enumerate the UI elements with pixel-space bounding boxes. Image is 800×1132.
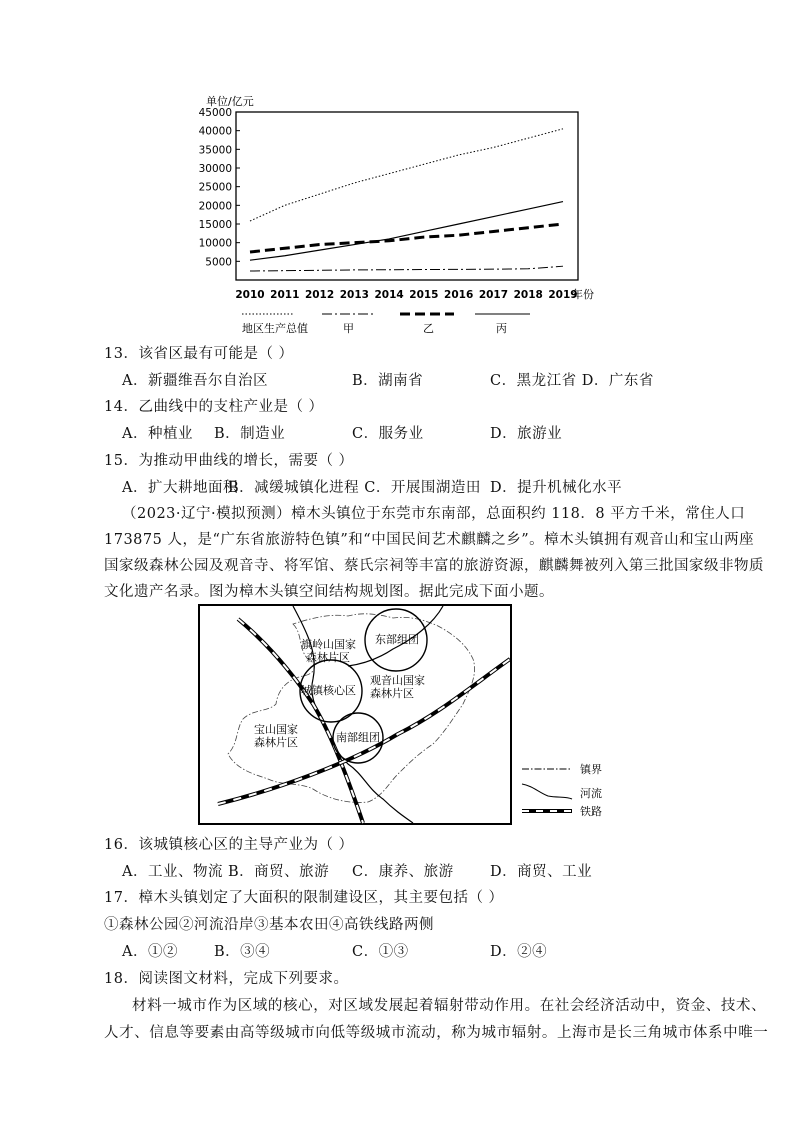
legend-boundary: 镇界 [580, 763, 602, 776]
question-17-stem: 17．樟木头镇划定了大面积的限制建设区，其主要包括（ ） [104, 890, 504, 906]
x-tick-label: 2017 [478, 289, 509, 301]
q16-option-c: C．康养、旅游 [352, 864, 454, 880]
x-tick-label: 2016 [444, 289, 474, 301]
q13-option-b: B．湖南省 [352, 373, 424, 389]
y-tick-label: 5000 [205, 256, 232, 269]
question-18-stem: 18．阅读图文材料，完成下列要求。 [104, 971, 349, 987]
question-14-stem: 14．乙曲线中的支柱产业是（ ） [104, 399, 324, 415]
label-baoshan-2: 森林片区 [254, 736, 298, 749]
town-spatial-structure-map [198, 604, 618, 826]
series-lines [250, 129, 563, 271]
q15-option-a: A．扩大耕地面积 [122, 480, 238, 496]
label-core-zone: 城镇核心区 [301, 684, 356, 697]
x-tick-label: 2015 [409, 289, 439, 301]
legend-yi: 乙 [423, 322, 434, 335]
x-tick-label: 2013 [339, 289, 369, 301]
label-qixing-1: 旗岭山国家 [301, 638, 356, 651]
y-tick-labels [199, 107, 240, 268]
q15-option-d: D．提升机械化水平 [490, 480, 623, 496]
material-1-line-2: 人才、信息等要素由高等级城市向低等级城市流动，称为城市辐射。上海市是长三角城市体系中唯一 [104, 1025, 769, 1041]
chart-legend [242, 314, 530, 335]
y-tick-label: 35000 [198, 144, 232, 157]
q17-items: ①森林公园②河流沿岸③基本农田④高铁线路两侧 [104, 917, 434, 933]
q17-option-a: A．①② [122, 944, 178, 960]
q14-option-c: C．服务业 [352, 426, 424, 442]
y-tick-label: 25000 [198, 181, 232, 194]
q14-option-d: D．旅游业 [490, 426, 563, 442]
question-15-stem: 15．为推动甲曲线的增长，需要（ ） [104, 453, 354, 469]
label-east-cluster: 东部组团 [375, 633, 419, 646]
label-south-cluster: 南部组团 [336, 731, 380, 744]
q17-option-c: C．①③ [352, 944, 409, 960]
legend-gdp: 地区生产总值 [242, 322, 308, 335]
series-line-1 [250, 266, 563, 271]
label-qixing-2: 森林片区 [306, 651, 350, 664]
q13-option-a: A．新疆维吾尔自治区 [122, 373, 268, 389]
q14-option-b: B．制造业 [214, 426, 286, 442]
question-13-stem: 13．该省区最有可能是（ ） [104, 346, 294, 362]
legend-railway: 铁路 [580, 805, 602, 818]
label-baoshan-1: 宝山国家 [254, 723, 298, 736]
x-tick-label: 2019 [548, 289, 578, 301]
q14-option-a: A．种植业 [122, 426, 193, 442]
x-tick-label: 2012 [304, 289, 335, 301]
x-tick-label: 2010 [235, 289, 265, 301]
label-guanyin-1: 观音山国家 [370, 674, 425, 687]
q16-option-b: B．商贸、旅游 [228, 864, 330, 880]
legend-river: 河流 [580, 787, 602, 800]
q17-option-d: D．②④ [490, 944, 548, 960]
passage-line-1: （2023·辽宁·模拟预测）樟木头镇位于东莞市东南部，总面积约 118．8 平方千米，常住人口 [122, 506, 746, 522]
y-tick-label: 15000 [198, 219, 232, 231]
x-tick-labels [235, 289, 577, 301]
passage-line-2: 173875 人，是“广东省旅游特色镇”和“中国民间艺术麒麟之乡”。樟木头镇拥有观音山和宝山两座 [104, 532, 755, 548]
y-tick-label: 45000 [198, 107, 232, 119]
railway-lines [218, 619, 510, 823]
q17-option-b: B．③④ [214, 944, 271, 960]
gdp-line-chart [190, 88, 620, 343]
passage-line-4: 文化遗产名录。图为樟木头镇空间结构规划图。据此完成下面小题。 [104, 584, 554, 600]
legend-bing: 丙 [496, 322, 507, 335]
map-legend [522, 762, 602, 818]
q16-option-d: D．商贸、工业 [490, 864, 593, 880]
x-tick-label: 2014 [374, 289, 404, 301]
y-axis-title: 单位/亿元 [206, 95, 254, 108]
label-guanyin-2: 森林片区 [370, 687, 414, 700]
x-axis-title: 年份 [572, 288, 594, 301]
y-tick-label: 40000 [198, 125, 232, 138]
q15-option-b-c: B．减缓城镇化进程 C．开展围湖造田 [228, 480, 481, 496]
series-line-2 [250, 224, 563, 252]
x-tick-label: 2018 [513, 289, 543, 301]
material-1-line-1: 材料一城市作为区域的核心，对区域发展起着辐射带动作用。在社会经济活动中，资金、技术、 [132, 998, 767, 1014]
q13-option-c-d: C．黑龙江省 D．广东省 [490, 373, 654, 389]
legend-jia: 甲 [343, 322, 354, 335]
series-line-0 [250, 129, 563, 221]
passage-line-3: 国家级森林公园及观音寺、将军馆、蔡氏宗祠等丰富的旅游资源，麒麟舞被列入第三批国家级非物质 [104, 558, 764, 574]
y-tick-label: 30000 [198, 163, 232, 175]
y-tick-label: 20000 [198, 200, 232, 213]
series-line-3 [250, 202, 563, 261]
question-16-stem: 16．该城镇核心区的主导产业为（ ） [104, 837, 354, 853]
y-tick-label: 10000 [198, 237, 232, 250]
q16-option-a: A．工业、物流 [122, 864, 223, 880]
x-tick-label: 2011 [270, 289, 300, 301]
